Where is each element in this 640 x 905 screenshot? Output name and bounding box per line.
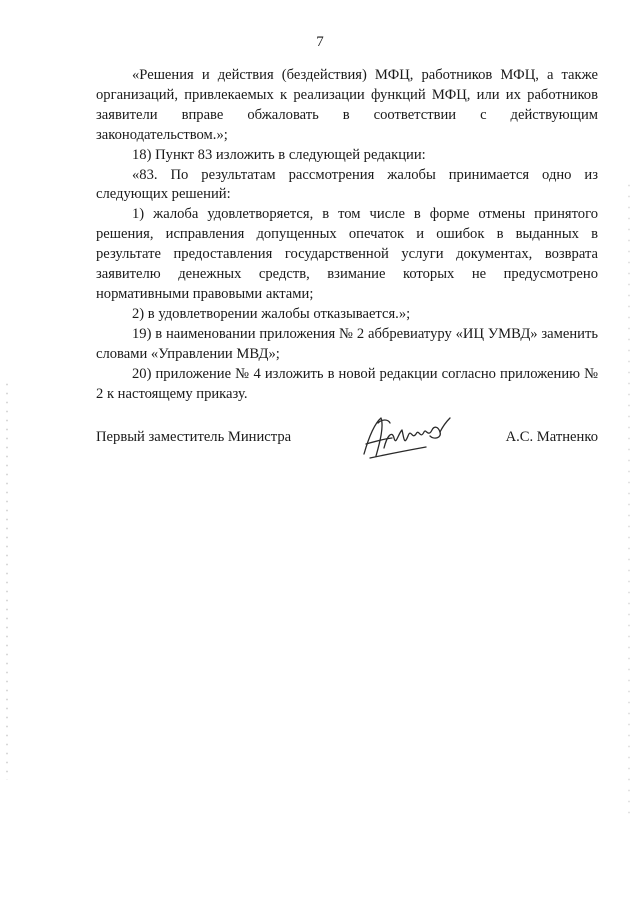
paragraph-decision-2: 2) в удовлетворении жалобы отказывается.»; xyxy=(132,305,411,322)
paragraph-item-20: 20) приложение № 4 изложить в новой редакции согласно приложению № 2 к настоящему приказу. xyxy=(96,365,598,402)
scan-margin-dots xyxy=(6,380,8,780)
paragraph-decision-1: 1) жалоба удовлетворяется, в том числе в форме отмены принятого решения, исправления допущенных опечаток и ошибок в выданных в результате предоставления государственной услуги документах, возврата заявителю денежных средств, взимание которых не предусмотрено нормативными правовыми актами; xyxy=(96,206,598,302)
handwritten-signature xyxy=(354,414,454,462)
paragraph-appeal-clause: «Решения и действия (бездействия) МФЦ, работников МФЦ, а также организаций, привлекаемых к реализации функций МФЦ, или их работников заявители вправе обжаловать в соответствии с действующим законодательством.»; xyxy=(96,67,598,143)
signature-block xyxy=(96,420,598,460)
paragraph-clause-83: «83. По результатам рассмотрения жалобы принимается одно из следующих решений: xyxy=(96,166,598,203)
signer-position: Первый заместитель Министра xyxy=(96,429,292,445)
page-number: 7 xyxy=(316,34,324,50)
paragraph-item-18: 18) Пункт 83 изложить в следующей редакции: xyxy=(132,146,426,163)
signer-name: А.С. Матненко xyxy=(505,429,598,445)
document-body xyxy=(96,66,598,404)
scan-margin-dots-right xyxy=(628,180,630,820)
paragraph-item-19: 19) в наименовании приложения № 2 аббревиатуру «ИЦ УМВД» заменить словами «Управлении МВД»; xyxy=(96,325,598,362)
